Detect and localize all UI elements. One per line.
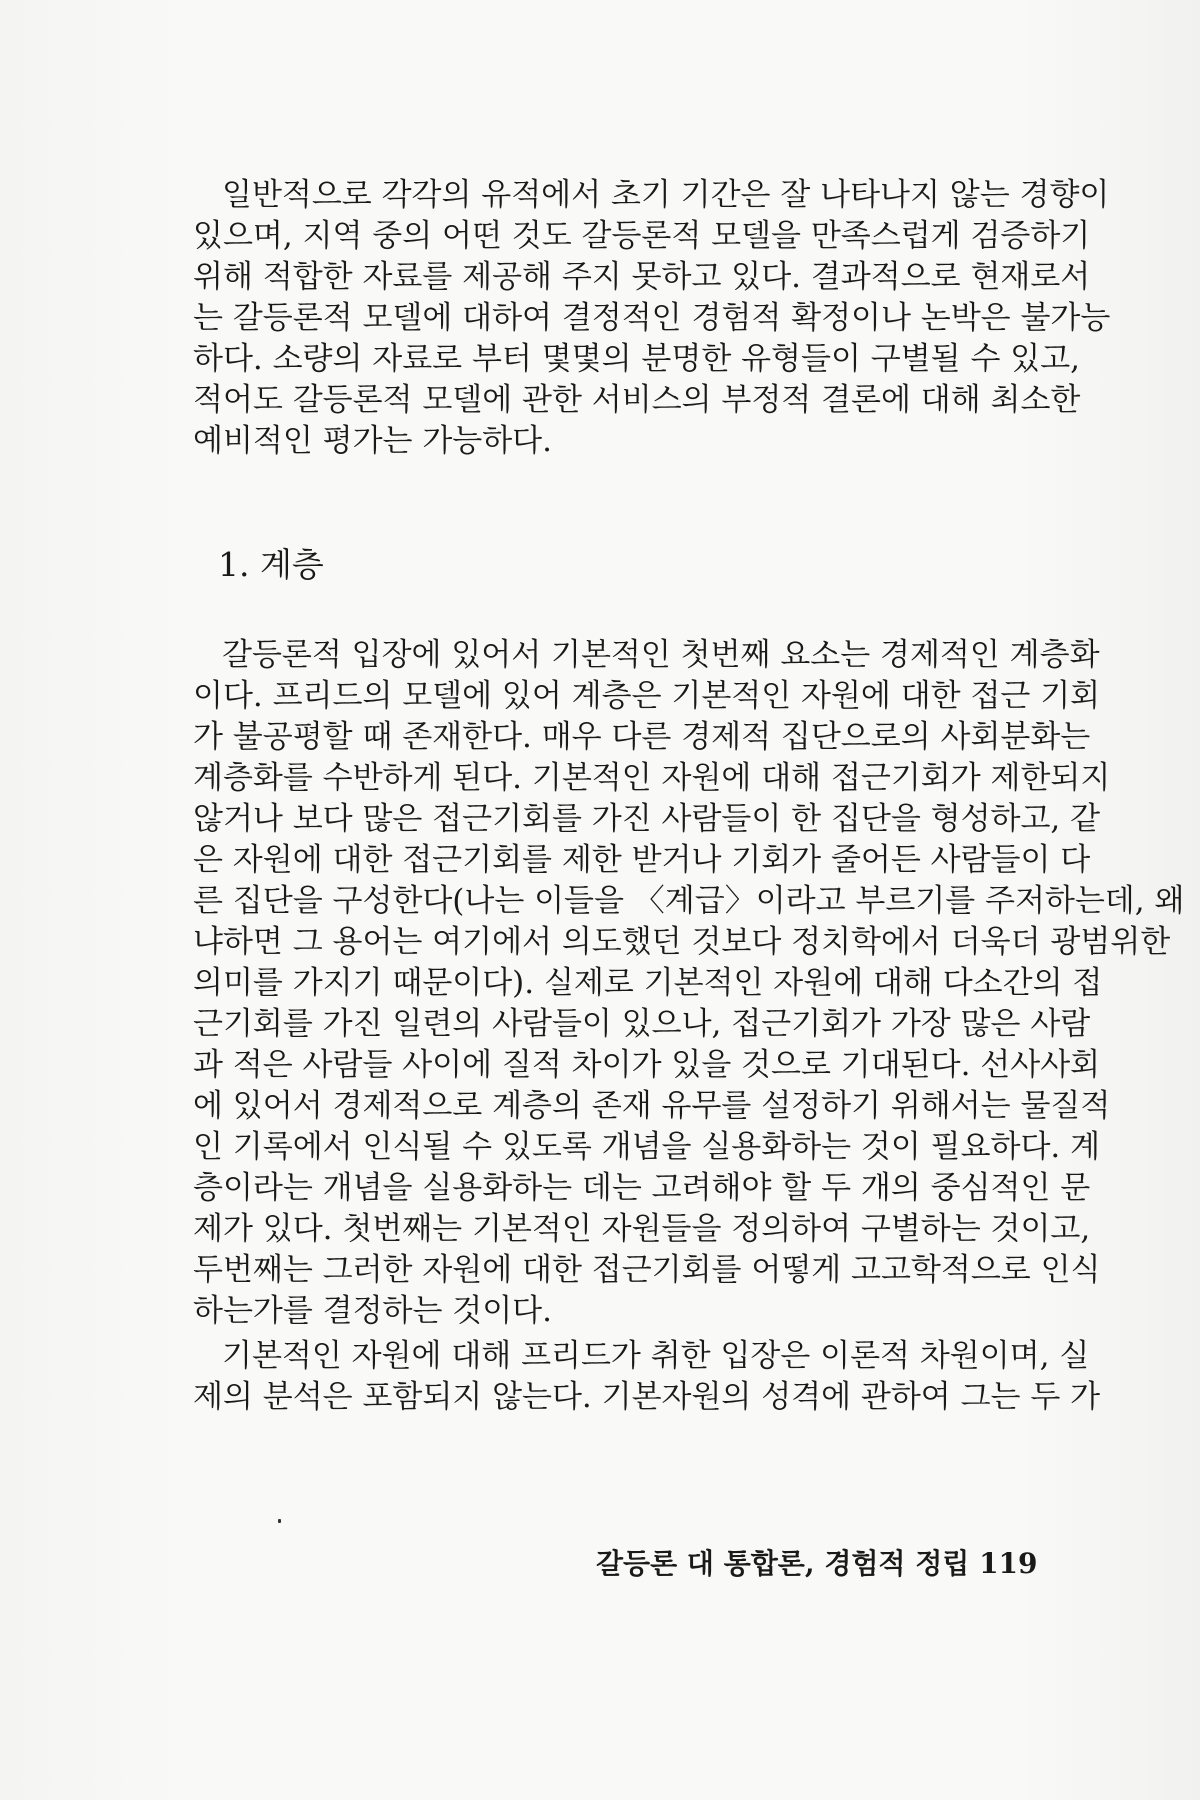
text-line: 위해 적합한 자료를 제공해 주지 못하고 있다. 결과적으로 현재로서 — [193, 259, 1091, 295]
text-line: 른 집단을 구성한다(나는 이들을 〈계급〉이라고 부르기를 주저하는데, 왜 — [193, 883, 1185, 919]
text-line: 제의 분석은 포함되지 않는다. 기본자원의 성격에 관하여 그는 두 가 — [193, 1379, 1101, 1415]
text-line: 않거나 보다 많은 접근기회를 가진 사람들이 한 집단을 형성하고, 같 — [193, 801, 1101, 837]
text-line: 과 적은 사람들 사이에 질적 차이가 있을 것으로 기대된다. 선사사회 — [193, 1047, 1101, 1083]
page-footer: 갈등론 대 통합론, 경험적 정립 119 — [596, 1547, 1038, 1580]
text-line: 예비적인 평가는 가능하다. — [193, 423, 552, 459]
text-line: 는 갈등론적 모델에 대하여 결정적인 경험적 확정이나 논박은 불가능 — [193, 300, 1111, 336]
text-line: 있으며, 지역 중의 어떤 것도 갈등론적 모델을 만족스럽게 검증하기 — [193, 218, 1091, 254]
text-line: 이다. 프리드의 모델에 있어 계층은 기본적인 자원에 대한 접근 기회 — [193, 678, 1101, 714]
section-heading: 1. 계층 — [218, 545, 324, 584]
text-line: 계층화를 수반하게 된다. 기본적인 자원에 대해 접근기회가 제한되지 — [193, 760, 1111, 796]
text-line: 냐하면 그 용어는 여기에서 의도했던 것보다 정치학에서 더욱더 광범위한 — [193, 924, 1171, 960]
text-line: 하는가를 결정하는 것이다. — [193, 1293, 552, 1329]
text-line: 인 기록에서 인식될 수 있도록 개념을 실용화하는 것이 필요하다. 계 — [193, 1129, 1101, 1165]
text-line: 갈등론적 입장에 있어서 기본적인 첫번째 요소는 경제적인 계층화 — [222, 637, 1100, 673]
text-line: 에 있어서 경제적으로 계층의 존재 유무를 설정하기 위해서는 물질적 — [193, 1088, 1111, 1124]
text-line: 층이라는 개념을 실용화하는 데는 고려해야 할 두 개의 중심적인 문 — [193, 1170, 1091, 1206]
text-line: 두번째는 그러한 자원에 대한 접근기회를 어떻게 고고학적으로 인식 — [193, 1252, 1101, 1288]
text-line: 은 자원에 대한 접근기회를 제한 받거나 기회가 줄어든 사람들이 다 — [193, 842, 1091, 878]
text-line: 일반적으로 각각의 유적에서 초기 기간은 잘 나타나지 않는 경향이 — [222, 177, 1110, 213]
text-line: 가 불공평할 때 존재한다. 매우 다른 경제적 집단으로의 사회분화는 — [193, 719, 1091, 755]
print-speck — [278, 1519, 281, 1523]
text-line: 제가 있다. 첫번째는 기본적인 자원들을 정의하여 구별하는 것이고, — [193, 1211, 1091, 1247]
text-line: 근기회를 가진 일련의 사람들이 있으나, 접근기회가 가장 많은 사람 — [193, 1006, 1091, 1042]
text-line: 하다. 소량의 자료로 부터 몇몇의 분명한 유형들이 구별될 수 있고, — [193, 341, 1080, 377]
text-line: 기본적인 자원에 대해 프리드가 취한 입장은 이론적 차원이며, 실 — [222, 1338, 1090, 1374]
text-line: 적어도 갈등론적 모델에 관한 서비스의 부정적 결론에 대해 최소한 — [193, 382, 1081, 418]
text-line: 의미를 가지기 때문이다). 실제로 기본적인 자원에 대해 다소간의 접 — [193, 965, 1103, 1001]
